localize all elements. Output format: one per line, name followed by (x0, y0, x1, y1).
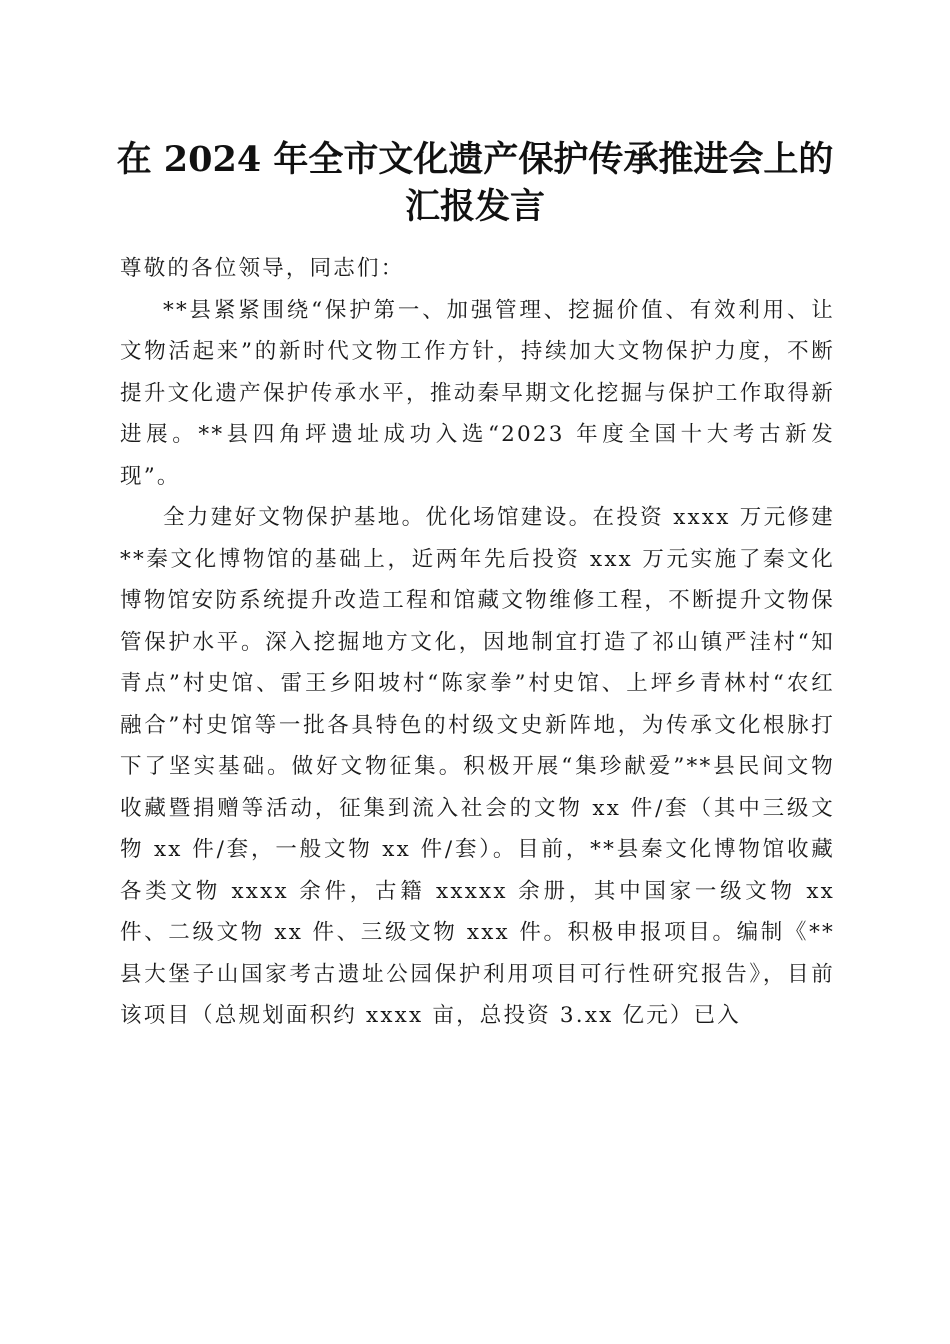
title-line-2: 汇报发言 (404, 186, 545, 227)
salutation: 尊敬的各位领导，同志们： (120, 256, 405, 281)
paragraph-intro: **县紧紧围绕“保护第一、加强管理、挖掘价值、有效利用、让文物活起来”的新时代文物工作方针，持续加大文物保护力度，不断提升文化遗产保护传承水平，推动秦早期文化挖掘与保护工作取得新进展。**县四角坪遗址成功入选“2023 年度全国十大考古新发现”。 (120, 297, 835, 489)
paragraph-protection-base: 全力建好文物保护基地。优化场馆建设。在投资 xxxx 万元修建**秦文化博物馆的基础上，近两年先后投资 xxx 万元实施了秦文化博物馆安防系统提升改造工程和馆藏文物维修工程，不断提升文物保管保护水平。深入挖掘地方文化，因地制宜打造了祁山镇严洼村“知青点”村史馆、雷王乡阳坡村“陈家拳”村史馆、上坪乡青林村“农红融合”村史馆等一批各具特色的村级文史新阵地，为传承文化根脉打下了坚实基础。做好文物征集。积极开展“集珍献爱”**县民间文物收藏暨捐赠等活动，征集到流入社会的文物 xx 件/套（其中三级文物 xx 件/套，一般文物 xx 件/套）。目前，**县秦文化博物馆收藏各类文物 xxxx 余件，古籍 xxxxx 余册，其中国家一级文物 xx 件、二级文物 xx 件、三级文物 xxx 件。积极申报项目。编制《**县大堡子山国家考古遗址公园保护利用项目可行性研究报告》，目前该项目（总规划面积约 xxxx 亩，总投资 3.xx 亿元）已入 (120, 505, 835, 1028)
title-line-1: 在 2024 年全市文化遗产保护传承推进会上的 (116, 139, 834, 180)
document-title (100, 136, 850, 230)
document-body (120, 248, 835, 1037)
